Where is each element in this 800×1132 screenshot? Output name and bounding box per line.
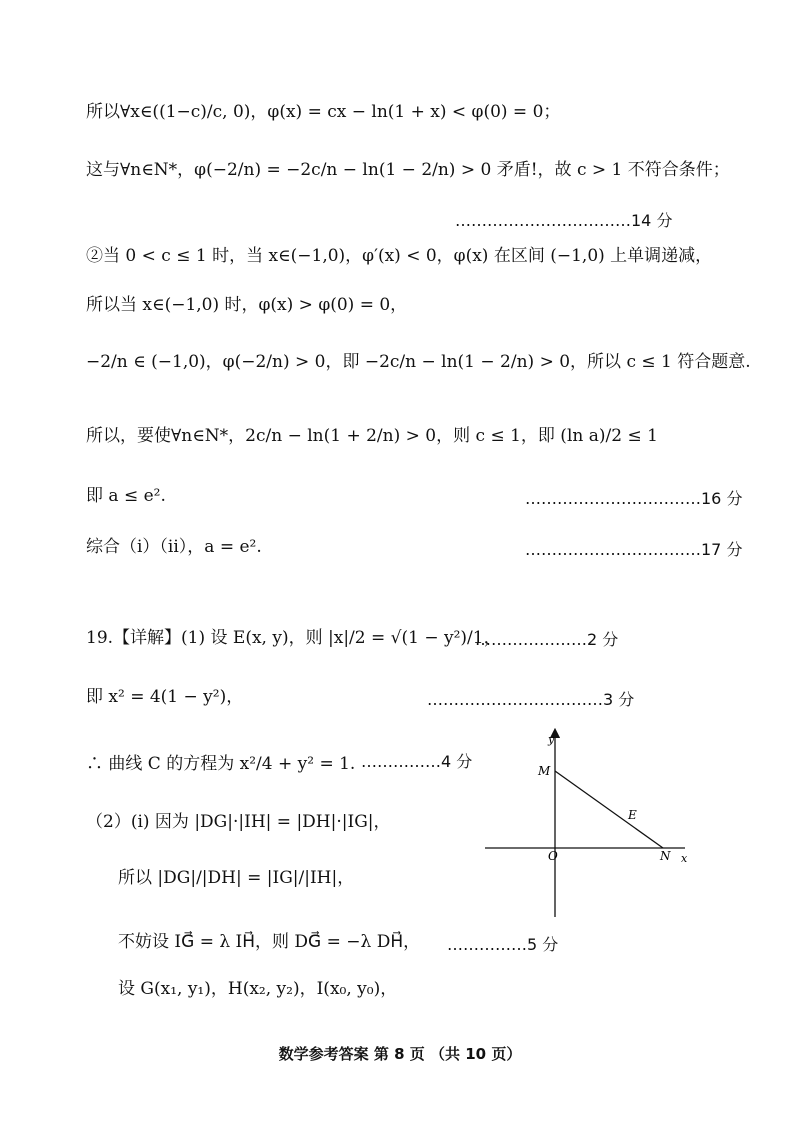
text-line-6: 所以，要使∀n∈N*，2c/n − ln(1 + 2/n) > 0，则 c ≤ 1，即 (ln a)/2 ≤ 1 <box>86 426 658 446</box>
segment-mn <box>555 771 663 848</box>
coordinate-figure <box>480 725 720 935</box>
page-footer: 数学参考答案 第 8 页 （共 10 页） <box>278 1045 522 1063</box>
text-line-10: 即 x² = 4(1 − y²)， <box>86 687 244 707</box>
score-14: ……………………………14 分 <box>455 211 673 230</box>
text-line-5: −2/n ∈ (−1,0)，φ(−2/n) > 0，即 −2c/n − ln(1 − 2/n) > 0，所以 c ≤ 1 符合题意. <box>86 352 751 372</box>
x-axis-label: x <box>681 852 688 865</box>
text-line-11: ∴ 曲线 C 的方程为 x²/4 + y² = 1. <box>86 754 356 774</box>
score-4: ……………4 分 <box>361 752 473 771</box>
y-axis-label: y <box>548 733 555 746</box>
origin-label: O <box>548 849 558 863</box>
text-line-4: 所以当 x∈(−1,0) 时，φ(x) > φ(0) = 0， <box>86 295 408 315</box>
point-e-label: E <box>628 808 637 822</box>
score-3: ……………………………3 分 <box>427 690 635 709</box>
point-m-label: M <box>538 764 551 778</box>
text-line-3: ②当 0 < c ≤ 1 时，当 x∈(−1,0)，φ′(x) < 0，φ(x) 在区间 (−1,0) 上单调递减， <box>86 246 713 266</box>
text-line-12: （2）(i) 因为 |DG|·|IH| = |DH|·|IG|， <box>86 812 391 832</box>
text-line-9: 19.【详解】(1) 设 E(x, y)，则 |x|/2 = √(1 − y²)/1， <box>86 628 501 648</box>
point-n-label: N <box>660 849 671 863</box>
score-16: ……………………………16 分 <box>525 489 743 508</box>
text-line-1: 所以∀x∈((1−c)/c, 0)，φ(x) = cx − ln(1 + x) < φ(0) = 0； <box>86 102 561 122</box>
score-5: ……………5 分 <box>447 935 559 954</box>
score-2: …………………2 分 <box>475 630 619 649</box>
text-line-15: 设 G(x₁, y₁)，H(x₂, y₂)，I(x₀, y₀)， <box>118 979 398 999</box>
text-line-8: 综合（i）（ii），a = e². <box>86 537 262 557</box>
text-line-7: 即 a ≤ e². <box>86 486 166 506</box>
text-line-2: 这与∀n∈N*，φ(−2/n) = −2c/n − ln(1 − 2/n) > 0 矛盾!，故 c > 1 不符合条件； <box>86 160 730 180</box>
text-line-13: 所以 |DG|/|DH| = |IG|/|IH|， <box>118 868 355 888</box>
text-line-14: 不妨设 IG⃗ = λ IH⃗，则 DG⃗ = −λ DH⃗， <box>118 932 421 952</box>
score-17: ……………………………17 分 <box>525 540 743 559</box>
